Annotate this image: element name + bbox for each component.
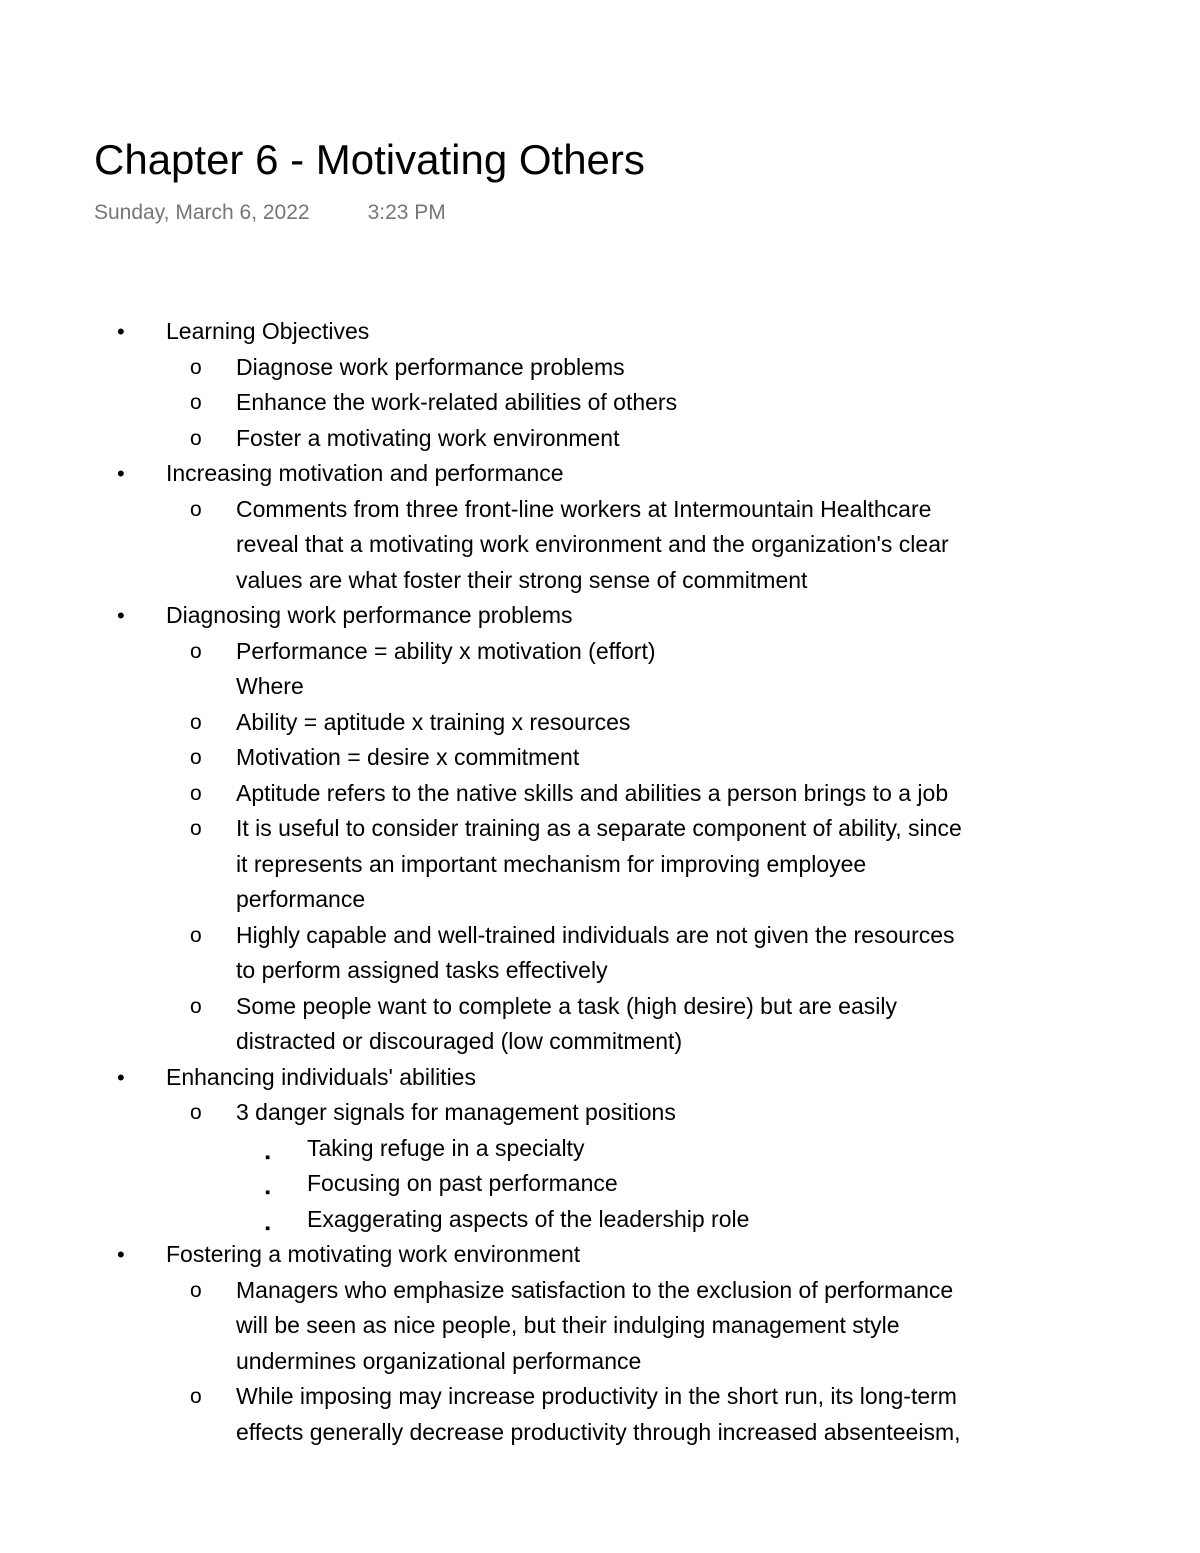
outline-text-line: Enhancing individuals' abilities (166, 1063, 476, 1090)
page-metadata (94, 198, 446, 228)
outline-text-line: Comments from three front-line workers at Intermountain Healthcare (236, 495, 932, 522)
outline-text-line: It is useful to consider training as a separate component of ability, since (236, 815, 962, 841)
outline-text-line: performance (236, 886, 366, 912)
outline-text-line: Diagnose work performance problems (236, 353, 625, 380)
outline-item-text (236, 776, 948, 812)
outline-item-text (236, 811, 962, 918)
outline-item-text (236, 740, 579, 776)
circle-marker: o (190, 497, 202, 521)
outline-item-text (236, 989, 897, 1060)
bullet-marker: • (117, 461, 125, 486)
circle-marker: o (190, 746, 202, 769)
outline-text-line: distracted or discouraged (low commitment) (236, 1028, 683, 1054)
outline-item-level-2 (0, 492, 1200, 599)
circle-marker: o (190, 639, 202, 663)
circle-marker: o (190, 994, 202, 1018)
outline-text-line: Where (236, 673, 304, 699)
outline-item-level-2 (0, 705, 1200, 741)
circle-marker: o (190, 710, 202, 734)
outline-item-text (166, 598, 573, 634)
bullet-marker: • (117, 603, 125, 628)
outline-item-level-2 (0, 740, 1200, 776)
outline-item-level-1 (0, 456, 1200, 492)
circle-marker: o (190, 923, 202, 947)
outline-text-line: Focusing on past performance (307, 1170, 618, 1196)
outline-item-text (307, 1166, 618, 1202)
outline-item-level-3 (0, 1131, 1200, 1167)
outline-item-text (236, 421, 620, 457)
page-date: Sunday, March 6, 2022 (94, 201, 310, 224)
outline-text-line: effects generally decrease productivity through increased absenteeism, (236, 1418, 961, 1445)
outline-item-text (307, 1202, 749, 1238)
outline-text-line: Taking refuge in a specialty (307, 1134, 585, 1161)
outline-item-level-2 (0, 1273, 1200, 1380)
outline-item-text (236, 1273, 953, 1380)
outline-item-text (166, 456, 564, 492)
outline-text-line: Highly capable and well-trained individuals are not given the resources (236, 921, 955, 948)
bullet-marker: • (117, 1064, 125, 1090)
circle-marker: o (190, 1101, 202, 1124)
outline-item-level-2 (0, 385, 1200, 421)
outline-text-line: will be seen as nice people, but their indulging management style (236, 1312, 900, 1338)
outline-text-line: Motivation = desire x commitment (236, 744, 580, 770)
outline-item-level-2 (0, 989, 1200, 1060)
outline-item-text (236, 705, 630, 741)
circle-marker: o (190, 355, 202, 379)
outline-item-level-2 (0, 1095, 1200, 1131)
outline-item-level-2 (0, 1379, 1200, 1450)
square-marker: ▪ (265, 1219, 271, 1237)
outline-text-line: to perform assigned tasks effectively (236, 957, 608, 983)
outline-text-line: Aptitude refers to the native skills and abilities a person brings to a job (236, 779, 949, 806)
outline-item-level-2 (0, 811, 1200, 918)
circle-marker: o (190, 391, 202, 414)
outline-item-level-1 (0, 1237, 1200, 1273)
outline-item-text (307, 1131, 584, 1167)
outline-text-line: reveal that a motivating work environment and the organization's clear (236, 531, 949, 557)
outline-item-text (166, 314, 369, 350)
bullet-marker: • (117, 319, 125, 344)
outline-item-text (236, 918, 955, 989)
outline-text-line: Some people want to complete a task (high desire) but are easily (236, 992, 897, 1019)
outline-item-level-3 (0, 1166, 1200, 1202)
outline-text-line: Fostering a motivating work environment (166, 1241, 581, 1267)
outline-item-level-2 (0, 918, 1200, 989)
page-time: 3:23 PM (367, 201, 446, 224)
outline-text-line: 3 danger signals for management positions (236, 1099, 676, 1125)
outline-item-level-1 (0, 314, 1200, 350)
outline-item-level-1 (0, 598, 1200, 634)
outline-item-text (166, 1237, 580, 1273)
outline-text-line: Performance = ability x motivation (effort) (236, 637, 656, 664)
outline-text-line: Exaggerating aspects of the leadership role (307, 1205, 750, 1232)
outline-text-line: Managers who emphasize satisfaction to the exclusion of performance (236, 1276, 954, 1303)
circle-marker: o (190, 1385, 202, 1408)
outline-item-text (236, 1095, 676, 1131)
outline-item-level-3 (0, 1202, 1200, 1238)
outline-text-line: Increasing motivation and performance (166, 460, 564, 486)
outline-text-line: it represents an important mechanism for improving employee (236, 850, 867, 877)
outline-item-level-2 (0, 776, 1200, 812)
outline-item-text (236, 1379, 961, 1450)
outline-text-line: Learning Objectives (166, 318, 370, 344)
outline-item-text (166, 1060, 476, 1096)
outline-item-text (236, 350, 625, 386)
outline-text-line: Diagnosing work performance problems (166, 602, 573, 628)
outline-text-line: While imposing may increase productivity in the short run, its long-term (236, 1383, 957, 1409)
outline-item-level-1 (0, 1060, 1200, 1096)
circle-marker: o (190, 426, 202, 450)
outline-text-line: Foster a motivating work environment (236, 424, 620, 451)
outline-item-text (236, 634, 656, 705)
outline-item-level-2 (0, 421, 1200, 457)
outline-text-line: undermines organizational performance (236, 1347, 642, 1374)
square-marker: ▪ (265, 1148, 271, 1166)
page-title: Chapter 6 - Motivating Others (94, 136, 645, 183)
outline-item-level-2 (0, 634, 1200, 705)
outline-text-line: Ability = aptitude x training x resources (236, 708, 631, 735)
outline-list (0, 314, 1200, 1450)
bullet-marker: • (117, 1242, 125, 1267)
circle-marker: o (190, 817, 202, 840)
outline-item-text (236, 492, 949, 599)
square-marker: ▪ (265, 1184, 271, 1201)
circle-marker: o (190, 781, 202, 805)
outline-text-line: values are what foster their strong sense of commitment (236, 566, 808, 593)
circle-marker: o (190, 1278, 202, 1302)
outline-text-line: Enhance the work-related abilities of others (236, 389, 678, 415)
outline-item-level-2 (0, 350, 1200, 386)
outline-item-text (236, 385, 677, 421)
